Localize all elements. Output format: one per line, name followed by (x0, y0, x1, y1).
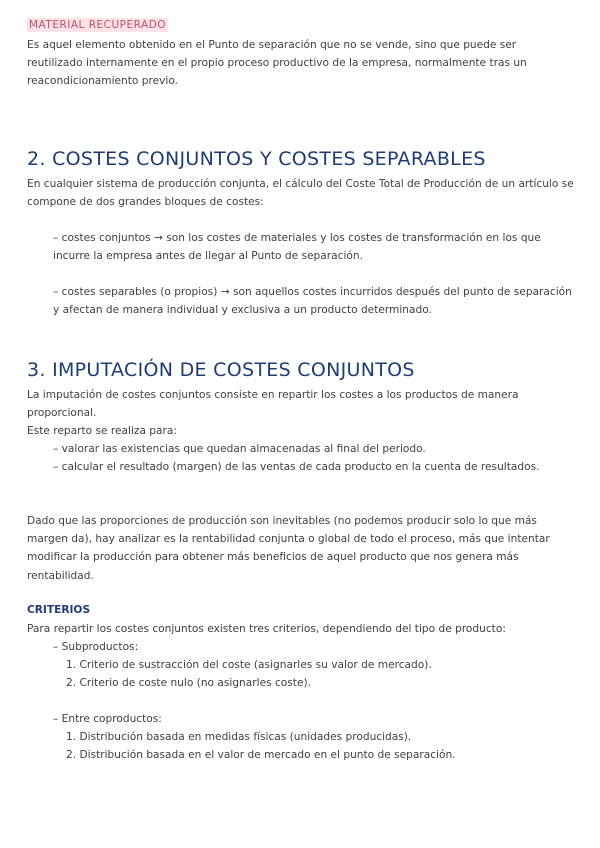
reparto-item-valorar: – valorar las existencias que quedan almacenadas al final del periodo. (53, 443, 426, 455)
subproductos-criterio-2: 2. Criterio de coste nulo (no asignarles coste). (66, 677, 311, 689)
material-recuperado-body: Es aquel elemento obtenido en el Punto de separación que no se vende, sino que puede ser reutilizado internamente en el propio proceso productivo de la empresa, normalmente tras un reacondicionamiento previo. (27, 39, 527, 88)
proporciones-paragraph: Dado que las proporciones de producción son inevitables (no podemos producir solo lo que más margen da), hay analizar es la rentabilidad conjunta o global de todo el proceso, más que intentar modificar la producción para obtener más beneficios de aquel producto que nos genera más rentabilidad. (27, 515, 550, 582)
costes-conjuntos-item: – costes conjuntos → son los costes de materiales y los costes de transformación en los que incurre la empresa antes de llegar al Punto de separación. (53, 232, 541, 263)
section-2-intro: En cualquier sistema de producción conjunta, el cálculo del Coste Total de Producción de un artículo se compone de dos grandes bloques de costes: (27, 178, 574, 209)
coproductos-criterio-2: 2. Distribución basada en el valor de mercado en el punto de separación. (66, 749, 456, 761)
section-3-intro: La imputación de costes conjuntos consiste en repartir los costes a los productos de manera proporcional. (27, 389, 519, 420)
reparto-item-calcular: – calcular el resultado (margen) de las ventas de cada producto en la cuenta de resultados. (53, 461, 540, 473)
costes-separables-item: – costes separables (o propios) → son aquellos costes incurridos después del punto de separación y afectan de manera individual y exclusiva a un producto determinado. (53, 286, 572, 317)
section-2-title: 2. COSTES CONJUNTOS Y COSTES SEPARABLES (27, 148, 486, 170)
subproductos-label: – Subproductos: (53, 641, 139, 653)
subproductos-criterio-1: 1. Criterio de sustracción del coste (asignarles su valor de mercado). (66, 659, 432, 671)
criterios-intro: Para repartir los costes conjuntos existen tres criterios, dependiendo del tipo de producto: (27, 623, 506, 635)
coproductos-criterio-1: 1. Distribución basada en medidas físicas (unidades producidas). (66, 731, 412, 743)
material-recuperado-label: MATERIAL RECUPERADO (29, 19, 167, 31)
section-3-title: 3. IMPUTACIÓN DE COSTES CONJUNTOS (27, 359, 415, 381)
criterios-heading: CRITERIOS (27, 604, 91, 616)
reparto-lead: Este reparto se realiza para: (27, 425, 177, 437)
coproductos-label: – Entre coproductos: (53, 713, 162, 725)
